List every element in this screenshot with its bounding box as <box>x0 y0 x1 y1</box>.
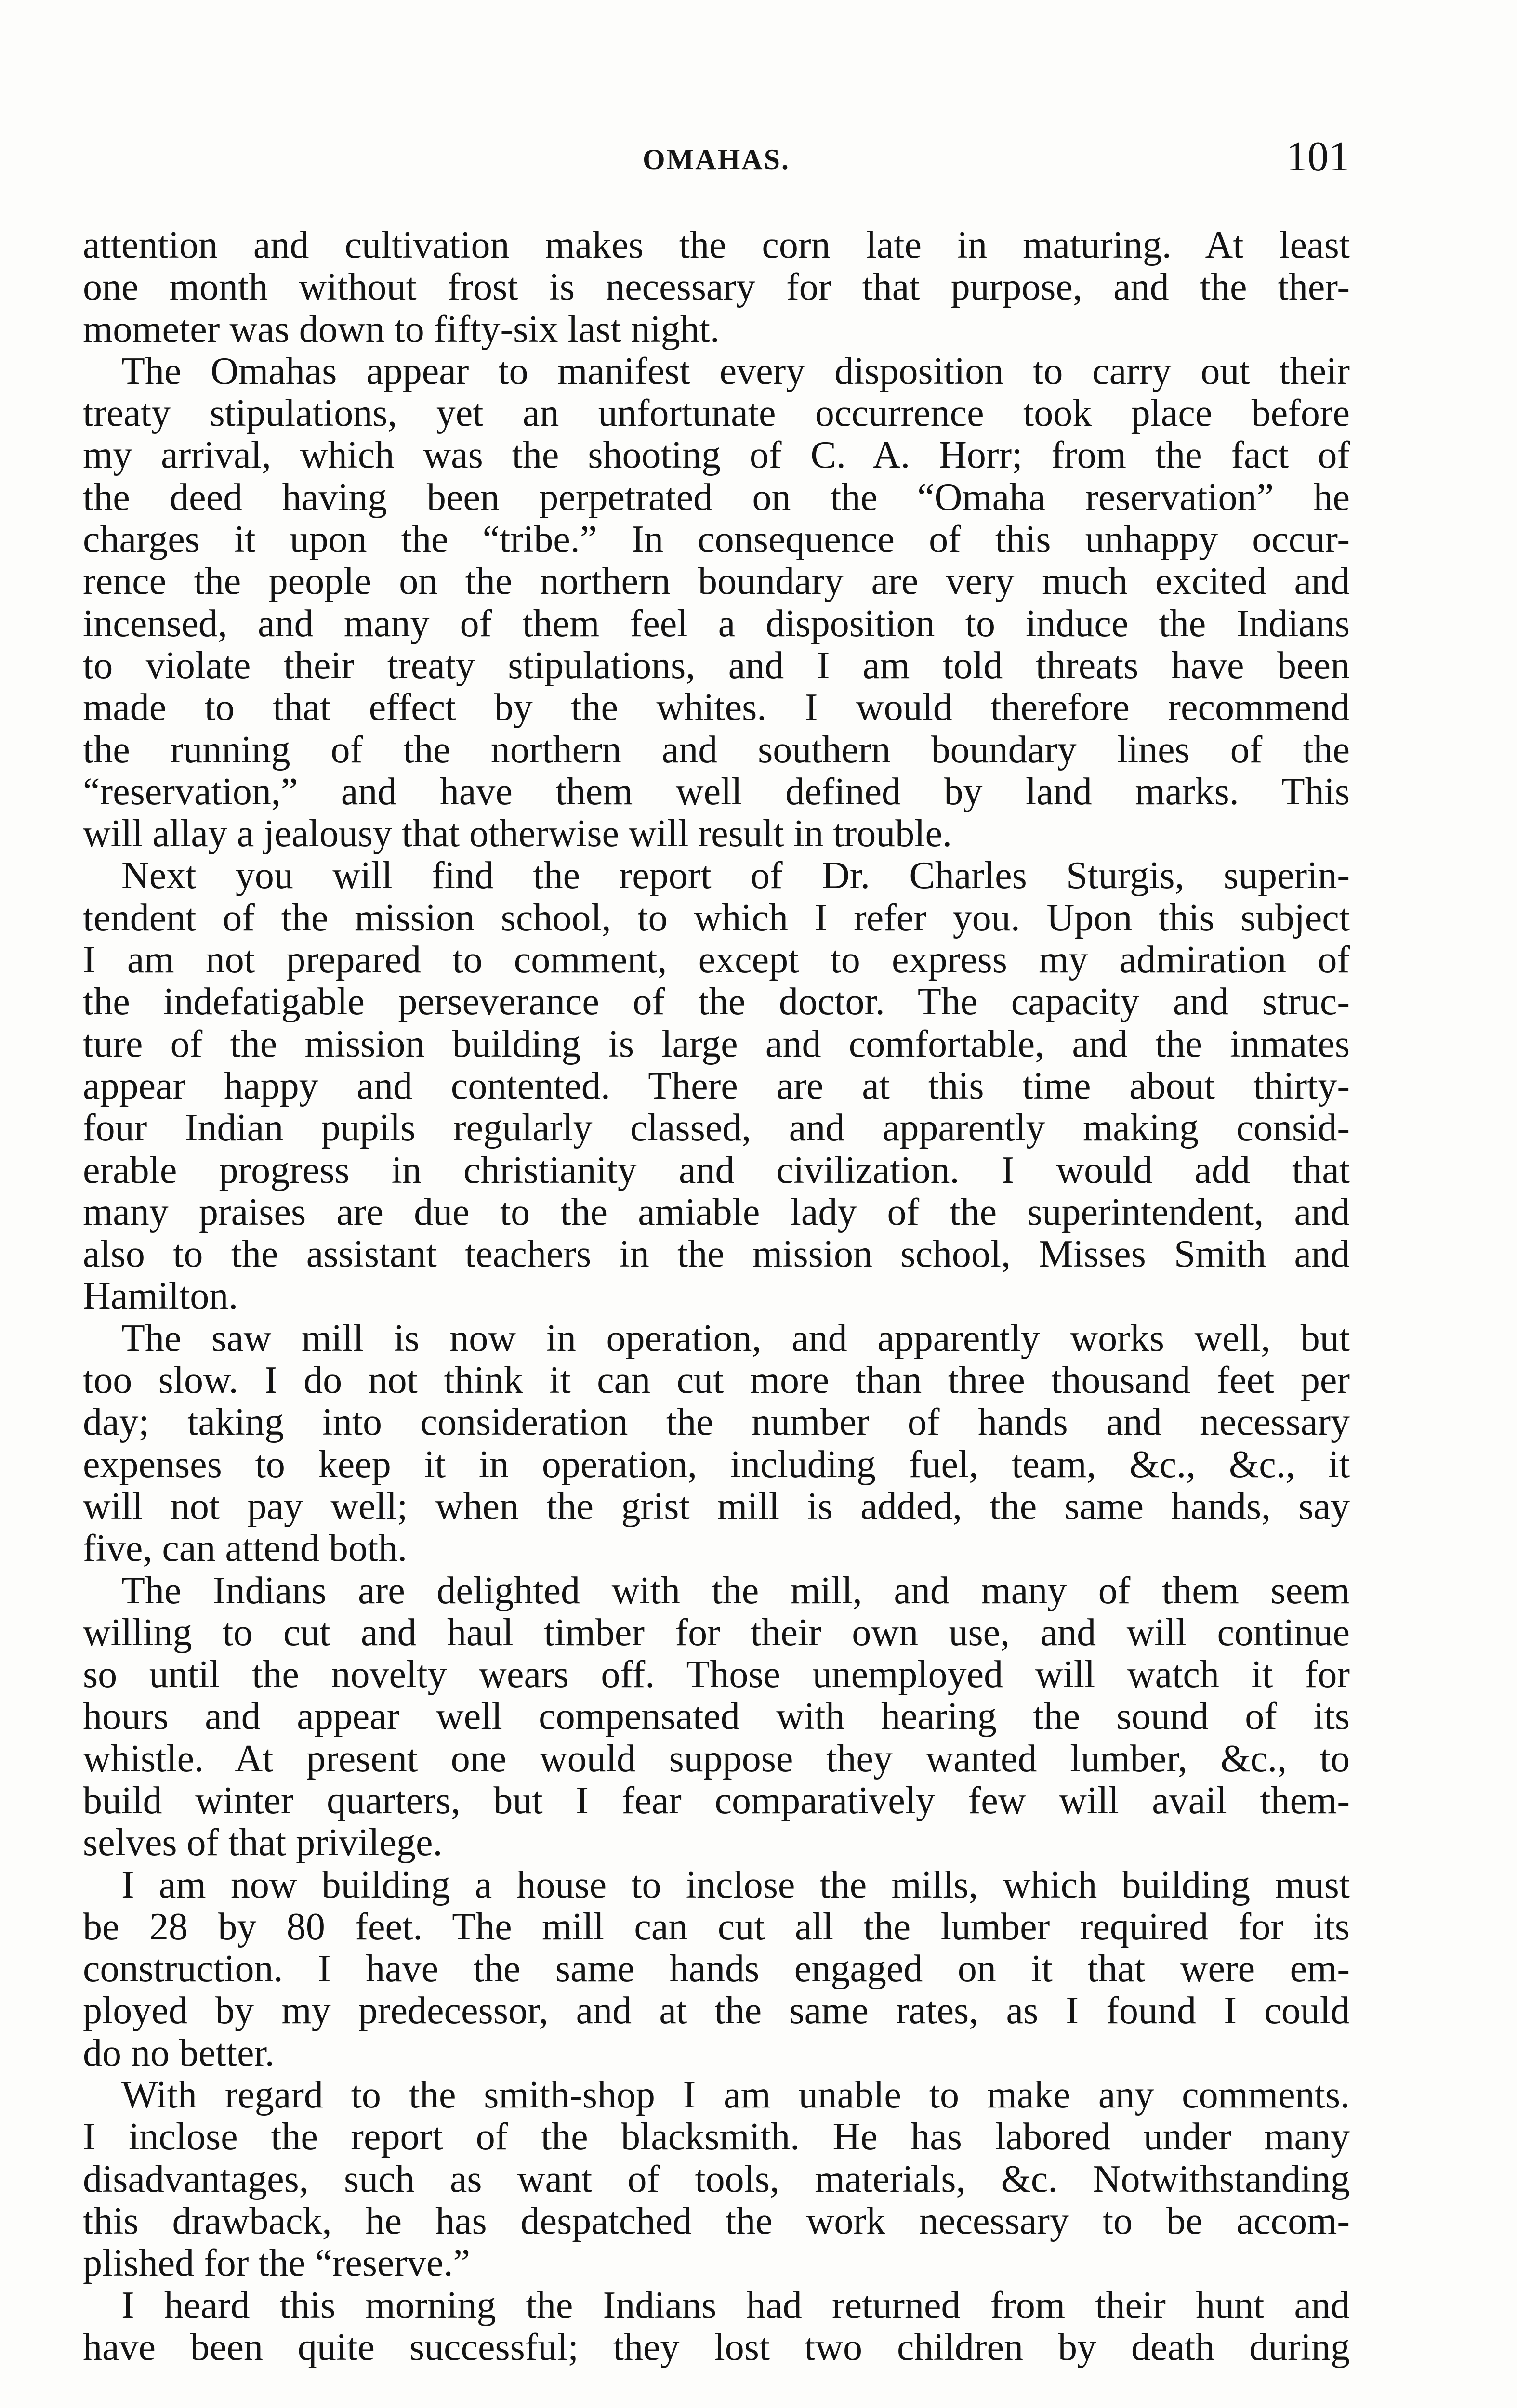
page-number: 101 <box>1286 133 1350 180</box>
text-line: too slow. I do not think it can cut more than three thousand feet per <box>83 1360 1350 1402</box>
text-line: selves of that privilege. <box>83 1822 443 1864</box>
text-line: appear happy and contented. There are at this time about thirty- <box>83 1065 1350 1107</box>
text-line: I am not prepared to comment, except to express my admiration of <box>83 939 1350 982</box>
page-header <box>83 132 1350 185</box>
text-line: to violate their treaty stipulations, and I am told threats have been <box>83 644 1350 687</box>
text-line: willing to cut and haul timber for their own use, and will continue <box>83 1611 1350 1654</box>
text-line: “reservation,” and have them well defined by land marks. This <box>83 771 1350 813</box>
text-line: hours and appear well compensated with hearing the sound of its <box>83 1696 1350 1738</box>
paragraph <box>83 855 1350 1317</box>
text-line: do no better. <box>83 2032 275 2074</box>
text-line: have been quite successful; they lost two children by death during <box>83 2326 1350 2369</box>
paragraph <box>83 1570 1350 1864</box>
text-line: expenses to keep it in operation, including fuel, team, &c., &c., it <box>83 1443 1350 1486</box>
text-line: build winter quarters, but I fear comparatively few will avail them- <box>83 1780 1350 1822</box>
text-line: will not pay well; when the grist mill is added, the same hands, say <box>83 1485 1350 1528</box>
text-line: erable progress in christianity and civilization. I would add that <box>83 1149 1350 1191</box>
text-line: tendent of the mission school, to which I refer you. Upon this subject <box>83 897 1350 939</box>
text-line: this drawback, he has despatched the work necessary to be accom- <box>83 2200 1350 2242</box>
text-line: disadvantages, such as want of tools, materials, &c. Notwithstanding <box>83 2158 1350 2200</box>
text-line: The saw mill is now in operation, and apparently works well, but <box>121 1317 1350 1360</box>
text-line: four Indian pupils regularly classed, and apparently making consid- <box>83 1107 1350 1150</box>
text-line: will allay a jealousy that otherwise will result in trouble. <box>83 813 952 855</box>
text-line: made to that effect by the whites. I would therefore recommend <box>83 687 1350 729</box>
text-line: many praises are due to the amiable lady of the superintendent, and <box>83 1191 1350 1233</box>
text-line: plished for the “reserve.” <box>83 2242 471 2285</box>
paragraph <box>83 1318 1350 1570</box>
text-line: ture of the mission building is large and comfortable, and the inmates <box>83 1023 1350 1065</box>
text-line: the deed having been perpetrated on the “Omaha reservation” he <box>83 476 1350 519</box>
text-line: rence the people on the northern boundary are very much excited and <box>83 561 1350 603</box>
paragraph <box>83 351 1350 855</box>
text-line: treaty stipulations, yet an unfortunate occurrence took place before <box>83 393 1350 435</box>
text-line: ployed by my predecessor, and at the same rates, as I found I could <box>83 1990 1350 2032</box>
text-line: Next you will find the report of Dr. Charles Sturgis, superin- <box>121 855 1350 897</box>
text-line: mometer was down to fifty-six last night. <box>83 308 720 351</box>
text-line: my arrival, which was the shooting of C. A. Horr; from the fact of <box>83 434 1350 477</box>
text-line: I am now building a house to inclose the mills, which building must <box>121 1864 1350 1906</box>
text-line: The Indians are delighted with the mill, and many of them seem <box>121 1570 1350 1612</box>
paragraph <box>83 224 1350 351</box>
text-line: also to the assistant teachers in the mission school, Misses Smith and <box>83 1233 1350 1276</box>
text-line: attention and cultivation makes the corn late in maturing. At least <box>83 224 1350 266</box>
paragraph <box>83 2074 1350 2284</box>
body-text <box>83 224 1350 2369</box>
paragraph <box>83 1864 1350 2074</box>
text-line: Hamilton. <box>83 1275 238 1318</box>
text-line: so until the novelty wears off. Those unemployed will watch it for <box>83 1654 1350 1696</box>
text-line: incensed, and many of them feel a disposition to induce the Indians <box>83 602 1350 645</box>
text-line: The Omahas appear to manifest every disposition to carry out their <box>121 350 1350 393</box>
running-head: OMAHAS. <box>643 144 790 175</box>
text-line: be 28 by 80 feet. The mill can cut all the lumber required for its <box>83 1906 1350 1948</box>
text-line: construction. I have the same hands engaged on it that were em- <box>83 1948 1350 1990</box>
text-line: the indefatigable perseverance of the doctor. The capacity and struc- <box>83 981 1350 1023</box>
text-line: five, can attend both. <box>83 1528 408 1570</box>
text-line: day; taking into consideration the number of hands and necessary <box>83 1401 1350 1444</box>
text-line: With regard to the smith-shop I am unable to make any comments. <box>121 2074 1350 2117</box>
text-line: I heard this morning the Indians had returned from their hunt and <box>121 2284 1350 2327</box>
text-line: charges it upon the “tribe.” In consequence of this unhappy occur- <box>83 519 1350 561</box>
text-line: the running of the northern and southern boundary lines of the <box>83 729 1350 771</box>
text-line: one month without frost is necessary for that purpose, and the ther- <box>83 266 1350 309</box>
paragraph <box>83 2285 1350 2369</box>
text-line: I inclose the report of the blacksmith. He has labored under many <box>83 2116 1350 2159</box>
text-line: whistle. At present one would suppose they wanted lumber, &c., to <box>83 1738 1350 1780</box>
